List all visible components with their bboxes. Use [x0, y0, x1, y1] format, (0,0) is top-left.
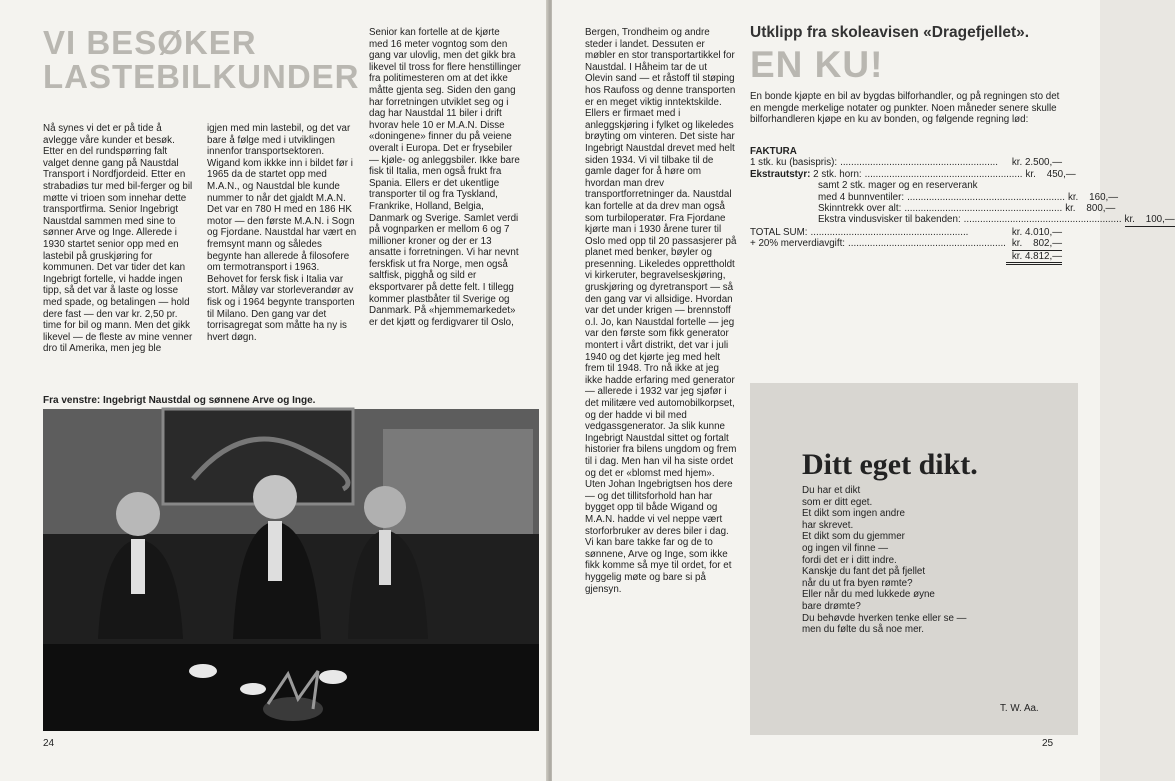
- page-number-left: 24: [43, 738, 55, 749]
- clipping-intro: En bonde kjøpte en bil av bygdas bilforhandler, og på regningen sto det en mengde merkelige notater og punkter. Noen måneder senere skulle bilforhandleren kjøpe en ku av bonden, og følgende regning lød:: [750, 91, 1060, 126]
- invoice-total: [750, 227, 1062, 238]
- headline-line-2: LASTEBILKUNDER: [43, 58, 360, 95]
- article-column-3: [369, 27, 521, 328]
- poem-line: men du følte du så noe mer.: [802, 624, 924, 636]
- leader-dots: ..........................................................: [864, 168, 1023, 180]
- article-column-4-text: Bergen, Trondheim og andre steder i landet. Dessuten er møbler en stor transportartikkel for Naustdal. I Håheim tar de ut Olevin sand — et råstoff til støping hos Raufoss og denne transporten er en meget viktig inntektskilde. Ellers er firmaet med i anleggskjøring i fylket og likeledes brøyting om vinteren. Det siste har Ingebrigt Naustdal drevet med helt siden 1934. Vi vil tilbake til de gamle dager for å høre om hvordan man drev transportforretninger da. Naustdal kan fortelle at da drev man også som turbiloperatør. Fra Fjordane kjørte man i 1930 årene turer til Oslo med opp til 20 passasjerer på planet med benker, bøyler og presenning. Likeledes opprettholdt vi kirkeruter, begravelseskjøring, gruskjøring og dyretransport — så den gang var vi allsidige. Hvordan var det under krigen — brennstoff o.l. Jo, kan Naustdal fortelle — jeg var den første som fikk generator montert i vårt distrikt, det var i juli 1940 og det kjørte jeg med helt frem til 1948. Tro nå ikke at jeg ikke hadde erfaring med generator — allerede i 1932 var jeg sjøfør i det militære ved automobilkorpset, og der hadde vi bil med vedgassgenerator. Ja slik kunne Ingebrigt Naustdal sittet og fortalt historier fra bilens ungdom og frem til i dag. Men han vil ha siste ordet og det er «blomst med hjem». Uten Johan Ingebrigtsen hos dere — og det tillitsforhold han har bygget opp til både Wigand og M.A.N. hadde vi vel neppe vært storforbruker av deres biler i dag. Vi kan bare takke far og de to sønnene, Arve og Inge, som ikke fikk komme så mye til ordet, for et hyggelig møte og bare si på gjensyn.: [585, 27, 737, 595]
- leader-dots: ..........................................................: [810, 226, 969, 238]
- leader-dots: ..........................................................: [963, 214, 1122, 226]
- poem-line: bare drømte?: [802, 600, 861, 612]
- poem-box: [750, 383, 1078, 735]
- invoice-line-5-label: Skinntrekk over alt:: [818, 203, 902, 215]
- invoice-grand-amount: kr. 4.812,—: [1006, 251, 1062, 265]
- invoice-total-amount: kr. 4.010,—: [1011, 226, 1062, 238]
- poem-title: Ditt eget dikt.: [802, 448, 978, 481]
- poem-author: T. W. Aa.: [1000, 703, 1039, 714]
- leader-dots: ..........................................................: [904, 203, 1063, 215]
- invoice-line-5: [750, 203, 1116, 215]
- poem-line: fordi det er i ditt indre.: [802, 554, 897, 566]
- poem-line: Du har et dikt: [802, 485, 861, 496]
- invoice-line-5-amount: kr. 800,—: [1065, 203, 1116, 215]
- invoice-line-2-label: 2 stk. horn:: [813, 168, 862, 180]
- invoice-line-4-label: med 4 bunnventiler:: [818, 191, 905, 203]
- invoice-line-4: [750, 191, 1119, 203]
- poem-line: Du behøvde hverken tenke eller se —: [802, 612, 967, 624]
- invoice-line-6-amount: kr. 100,—: [1124, 214, 1175, 226]
- headline-line-1: VI BESØKER: [43, 24, 257, 61]
- poem-line: når du ut fra byen rømte?: [802, 577, 913, 589]
- poem-line: og ingen vil finne —: [802, 542, 889, 554]
- right-page: [552, 0, 1175, 781]
- clipping-headline: EN KU!: [750, 44, 884, 85]
- article-column-1-text: Nå synes vi det er på tide å avlegge våre kunder et besøk. Etter en del rundspørring falt valget denne gang på Naustdal Transport i Nordfjordeid. Etter en strabadiøs tur med bil-ferger og bil møtte vi trioen som innehar dette transportfirma. Senior Ingebrigt Naustdal sammen med sine to sønner Arve og Inge. Allerede i 1930 startet senior opp med en lastebil på gruskjøring for kommunen. Det var tider det kan Ingebrigt fortelle, vi hadde ingen tipp, så det var å laste og losse med spade, og betalingen — hold dere fast — den var kr. 2,50 pr. time for bil og mann. Men det gikk likevel — de fleste av mine venner dro til Amerika, men jeg ble: [43, 123, 193, 355]
- poem-line: har skrevet.: [802, 519, 854, 531]
- article-column-1: [43, 123, 195, 355]
- invoice-extra-label: Ekstrautstyr:: [750, 168, 811, 180]
- leader-dots: ..........................................................: [840, 157, 998, 169]
- poem-line: Eller når du med lukkede øyne: [802, 589, 935, 601]
- invoice-line-2-amount: kr. 450,—: [1025, 168, 1076, 180]
- invoice-line-3: samt 2 stk. mager og en reserverank: [818, 180, 978, 192]
- leader-dots: ..........................................................: [907, 191, 1065, 203]
- invoice-vat: [750, 238, 1062, 250]
- poem-line: Et dikt som du gjemmer: [802, 531, 905, 543]
- poem-line: Kanskje du fant det på fjellet: [802, 566, 926, 578]
- invoice-line-1-label: 1 stk. ku (basispris):: [750, 157, 838, 169]
- poem-text: [802, 485, 1052, 636]
- photo-illustration: [43, 409, 539, 731]
- photo-three-men: [43, 409, 539, 731]
- clipping-source: Utklipp fra skoleavisen «Dragefjellet».: [750, 24, 1030, 41]
- poem-line: Et dikt som ingen andre: [802, 508, 905, 520]
- invoice-line-6-label: Ekstra vindusvisker til bakenden:: [818, 214, 961, 226]
- article-column-2-text: igjen med min lastebil, og det var bare å følge med i utviklingen innenfor transportsektoren. Wigand kom ikkke inn i bildet før i 1965 da de startet opp med M.A.N., og Naustdal ble kunde nummer to når det gjaldt M.A.N. Det var en 780 H med en 186 HK motor — den første M.A.N. i Sogn og Fjordane. Naustdal har vært en fremsynt mann og således begynte han allerede å filosofere om termotransport i 1963. Behovet for fersk fisk i Italia var stort. Måløy var storleverandør av fisk og i 1964 begynte transporten til Milano. Den gang var det torrisagregat som måtte ha ny is hvert døgn.: [207, 123, 357, 343]
- article-column-2: [207, 123, 357, 343]
- invoice-line-4-amount: kr. 160,—: [1067, 191, 1119, 203]
- invoice-title: FAKTURA: [750, 146, 797, 157]
- invoice-grand-total: [750, 251, 1062, 262]
- article-column-4: [585, 27, 737, 595]
- page-number-right: 25: [1042, 738, 1054, 749]
- left-page: [0, 0, 548, 781]
- leader-dots: ..........................................................: [848, 238, 1006, 250]
- invoice: [750, 146, 1175, 262]
- photo-caption: Fra venstre: Ingebrigt Naustdal og sønnene Arve og Inge.: [43, 395, 316, 406]
- poem-line: som er ditt eget.: [802, 496, 873, 508]
- invoice-line-1-amount: kr. 2.500,—: [1011, 157, 1062, 169]
- invoice-vat-amount: kr. 802,—: [1011, 238, 1062, 250]
- invoice-vat-label: + 20% merverdiavgift:: [750, 238, 846, 250]
- invoice-line-1: [750, 157, 1062, 168]
- invoice-line-6: [750, 214, 1175, 226]
- invoice-total-label: TOTAL SUM:: [750, 226, 808, 238]
- invoice-line-2: [750, 168, 1076, 180]
- article-column-3-text: Senior kan fortelle at de kjørte med 16 meter vogntog som den gang var ulovlig, men det gikk bra likevel til tross for flere henstillinger fra politimesteren om at det ikke måtte gjenta seg. Siden den gang har forretningen utviklet seg og i dag har Naustdal 11 biler i drift hvorav hele 10 er M.A.N. Disse «doningene» finner du på veiene overalt i Europa. Det er frysebiler — kjøle- og anleggsbiler. Ikke bare fisk til Italia, men også frukt fra Spania. Ellers er det ukentlige transporter til og fra Tyskland, Frankrike, Holland, Belgia, Danmark og Sverige. Samlet verdi på vognparken er mellom 6 og 7 millioner kroner og der er 13 ansatte i forretningen. Vi har nevnt ferskfisk ut fra Norge, men også saltfisk, pigghå og sild er eksportvarer på dette felt. I tillegg kommer plastbåter til Sverige og Danmark. På «hjemmemarkedet» er det kjøtt og ferdigvarer til Oslo,: [369, 27, 521, 328]
